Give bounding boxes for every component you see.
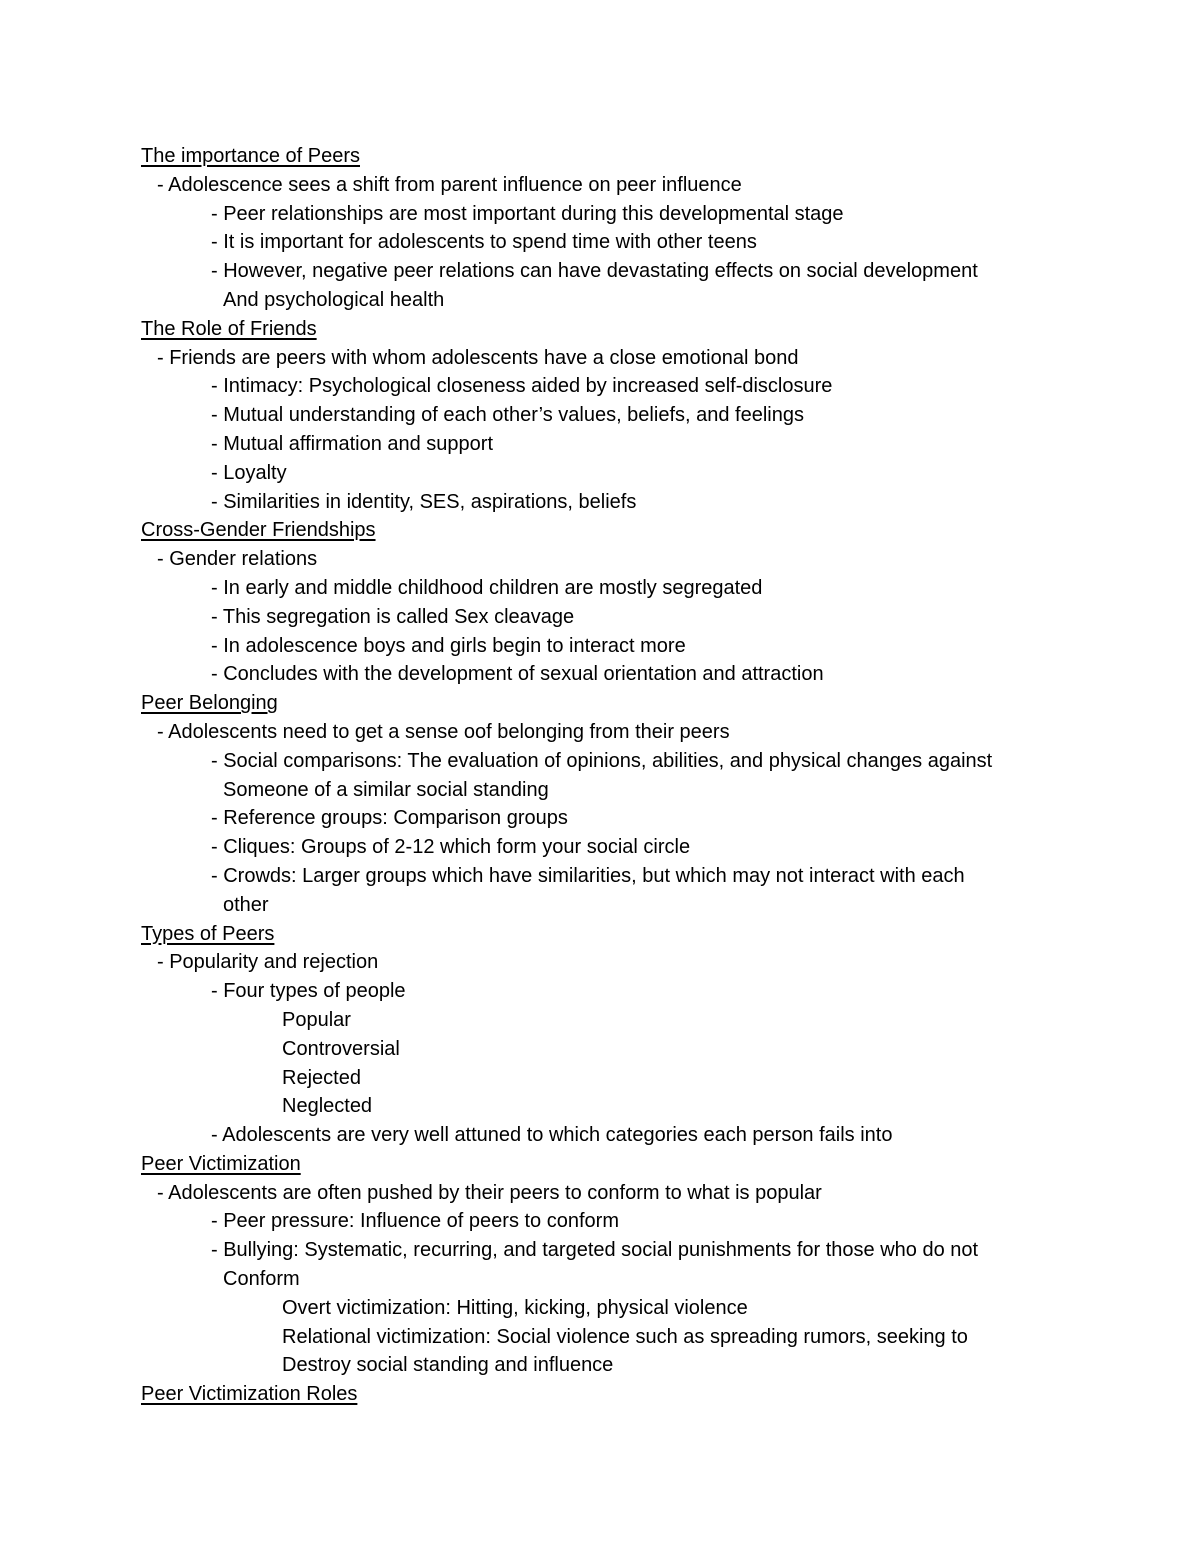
section-heading: The Role of Friends xyxy=(141,317,317,340)
list-item: - Mutual understanding of each other’s values, beliefs, and feelings xyxy=(211,404,804,427)
list-item: - Social comparisons: The evaluation of opinions, abilities, and physical changes against xyxy=(211,749,993,772)
section-heading: Types of Peers xyxy=(141,922,275,945)
list-item: - Crowds: Larger groups which have similarities, but which may not interact with each xyxy=(211,864,965,887)
section-heading: Peer Belonging xyxy=(141,692,278,715)
list-item-continuation: other xyxy=(223,893,269,916)
list-item: - Intimacy: Psychological closeness aided by increased self-disclosure xyxy=(211,375,833,398)
list-item: - Mutual affirmation and support xyxy=(211,432,494,455)
sub-list-item: Rejected xyxy=(282,1066,361,1089)
document-body xyxy=(0,142,1200,1409)
section-heading: Peer Victimization xyxy=(141,1152,301,1175)
list-item: - Adolescence sees a shift from parent influence on peer influence xyxy=(157,173,742,196)
list-item: - Gender relations xyxy=(157,548,318,571)
list-item: - Similarities in identity, SES, aspirations, beliefs xyxy=(211,490,637,513)
list-item: - In adolescence boys and girls begin to interact more xyxy=(211,634,686,657)
list-item: - Loyalty xyxy=(211,461,287,484)
sub-list-item: Popular xyxy=(282,1008,351,1031)
list-item: - However, negative peer relations can have devastating effects on social development xyxy=(211,260,978,283)
list-item: - Popularity and rejection xyxy=(157,951,379,974)
list-item: - Four types of people xyxy=(211,980,406,1003)
list-item: - Concludes with the development of sexual orientation and attraction xyxy=(211,663,824,686)
list-item-continuation: And psychological health xyxy=(223,288,445,311)
sub-list-item: Relational victimization: Social violence such as spreading rumors, seeking to xyxy=(282,1325,968,1348)
section-heading: The importance of Peers xyxy=(141,145,360,167)
list-item: - Cliques: Groups of 2-12 which form your social circle xyxy=(211,836,691,859)
list-item: - Friends are peers with whom adolescents have a close emotional bond xyxy=(157,346,799,369)
section-heading: Peer Victimization Roles xyxy=(141,1383,358,1406)
sub-list-item: Controversial xyxy=(282,1037,400,1060)
list-item-continuation: Conform xyxy=(223,1268,300,1291)
sub-list-item: Destroy social standing and influence xyxy=(282,1354,614,1377)
list-item: - Peer relationships are most important during this developmental stage xyxy=(211,202,844,225)
sub-list-item: Overt victimization: Hitting, kicking, physical violence xyxy=(282,1296,748,1319)
list-item: - In early and middle childhood children are mostly segregated xyxy=(211,576,763,599)
list-item: - Adolescents are very well attuned to which categories each person fails into xyxy=(211,1124,893,1147)
list-item: - Peer pressure: Influence of peers to conform xyxy=(211,1210,619,1233)
list-item: - Adolescents are often pushed by their peers to conform to what is popular xyxy=(157,1181,822,1204)
list-item: - This segregation is called Sex cleavage xyxy=(211,605,575,628)
list-item: - It is important for adolescents to spend time with other teens xyxy=(211,231,757,254)
sub-list-item: Neglected xyxy=(282,1095,373,1118)
list-item: - Bullying: Systematic, recurring, and targeted social punishments for those who do not xyxy=(211,1239,979,1262)
list-item: - Adolescents need to get a sense oof belonging from their peers xyxy=(157,720,730,743)
list-item-continuation: Someone of a similar social standing xyxy=(223,778,549,801)
list-item: - Reference groups: Comparison groups xyxy=(211,807,568,830)
section-heading: Cross-Gender Friendships xyxy=(141,519,376,542)
